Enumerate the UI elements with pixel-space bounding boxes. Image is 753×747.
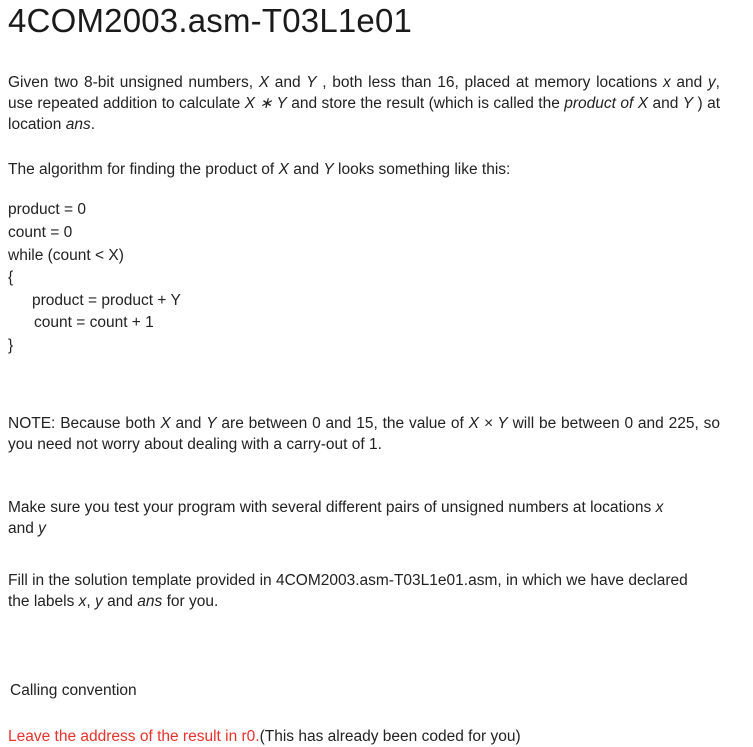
var-X: X	[278, 161, 289, 178]
intro-text: and	[269, 74, 307, 91]
algo-text: The algorithm for finding the product of	[8, 161, 279, 178]
intro-paragraph	[8, 72, 720, 135]
var-Y: Y	[306, 74, 317, 91]
intro-text: and	[670, 74, 708, 91]
test-text: and	[8, 520, 39, 537]
code-line: }	[8, 337, 14, 354]
intro-text: .	[90, 116, 96, 133]
fill-text: ,	[86, 593, 96, 610]
highlighted-instruction: Leave the address of the result in r0.	[8, 728, 260, 745]
calling-convention-heading: Calling convention	[10, 682, 137, 699]
fill-paragraph	[8, 570, 713, 612]
code-line: {	[8, 269, 14, 286]
intro-text: and store the result (which is called the	[286, 95, 565, 112]
intro-text: , use repeated addition to calculate	[8, 74, 720, 112]
var-x: x	[78, 593, 87, 610]
var-ans: ans	[137, 593, 163, 610]
note-text: and	[170, 415, 207, 432]
fill-text: and	[102, 593, 138, 610]
algorithm-intro	[8, 159, 720, 180]
note-text: are between 0 and 15, the value of	[216, 415, 469, 432]
var-X: X	[258, 74, 270, 91]
note-paragraph	[8, 413, 720, 455]
var-y: y	[707, 74, 716, 91]
product-of-term: product of	[564, 95, 634, 112]
test-text: Make sure you test your program with several different pairs of unsigned numbers at locations	[8, 499, 656, 516]
var-y: y	[95, 593, 103, 610]
note-text: will be between 0 and 225, so you need not worry about dealing with a carry-out of 1.	[8, 415, 721, 453]
intro-text: ) at location	[8, 95, 720, 133]
var-x: x	[662, 74, 671, 91]
fill-text: for you.	[162, 593, 219, 610]
var-y: y	[38, 520, 46, 537]
leave-address-note	[8, 726, 720, 747]
var-Y: Y	[206, 415, 217, 432]
var-x: x	[655, 499, 664, 516]
var-Y: Y	[323, 161, 334, 178]
var-ans: ans	[65, 116, 91, 133]
code-line: count = count + 1	[34, 314, 154, 331]
var-X: X	[637, 95, 649, 112]
algo-text: looks something like this:	[333, 161, 511, 178]
fill-text: Fill in the solution template provided in 4COM2003.asm-T03L1e01.asm, in which we have declared the labels	[8, 572, 688, 610]
var-X: X	[160, 415, 171, 432]
code-line: while (count < X)	[8, 247, 124, 264]
algo-text: and	[288, 161, 324, 178]
page-title: 4COM2003.asm-T03L1e01	[8, 2, 413, 39]
expr-x-times-y: X × Y	[468, 415, 508, 432]
test-paragraph	[8, 497, 668, 539]
intro-text: and	[648, 95, 683, 112]
code-line: count = 0	[8, 224, 73, 241]
expr-x-times-y: X ∗ Y	[244, 95, 287, 112]
code-line: product = 0	[8, 201, 86, 218]
intro-text: , both less than 16, placed at memory locations	[316, 74, 663, 91]
var-Y: Y	[682, 95, 694, 112]
code-line: product = product + Y	[32, 292, 181, 309]
leave-text: (This has already been coded for you)	[259, 728, 521, 745]
note-text: NOTE: Because both	[8, 415, 161, 432]
intro-text: Given two 8-bit unsigned numbers,	[8, 74, 254, 91]
